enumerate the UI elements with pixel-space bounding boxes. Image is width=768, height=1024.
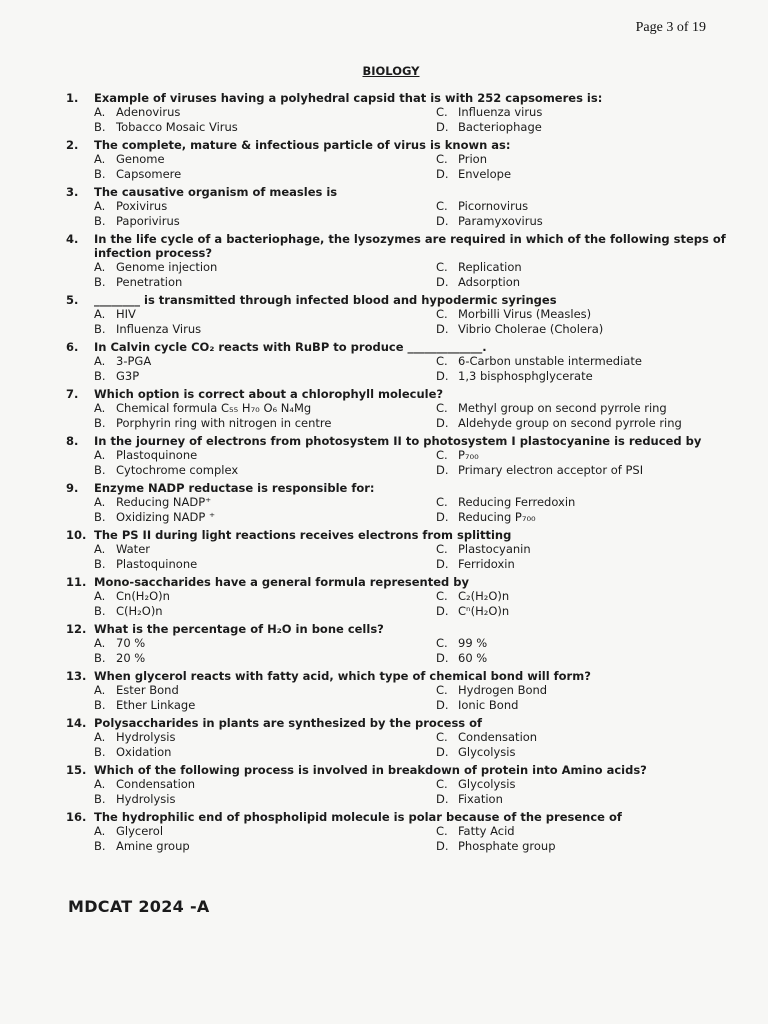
option-text: Amine group (116, 838, 190, 853)
option-letter: D. (436, 650, 449, 665)
option-letter: C. (436, 495, 448, 509)
answer-option (94, 354, 436, 369)
question-stem (66, 810, 726, 824)
answer-option (94, 369, 436, 384)
option-letter: A. (94, 152, 106, 166)
option-text: Cn(H₂O)n (116, 589, 170, 603)
option-letter: A. (94, 354, 106, 368)
option-text: Cⁿ(H₂O)n (458, 603, 510, 618)
option-letter: C. (436, 730, 448, 744)
question-stem (66, 528, 726, 542)
question-text: Example of viruses having a polyhedral capsid that is with 252 capsomeres is: (94, 91, 603, 105)
option-text: Bacteriophage (458, 119, 542, 134)
option-letter: D. (436, 213, 449, 228)
question-stem (66, 622, 726, 636)
option-letter: B. (94, 509, 106, 524)
option-text: Water (116, 542, 150, 556)
option-letter: C. (436, 105, 448, 119)
answer-option (94, 322, 436, 337)
option-letter: A. (94, 401, 106, 415)
option-letter: A. (94, 495, 106, 509)
question-text: The PS II during light reactions receives electrons from splitting (94, 528, 512, 542)
option-letter: B. (94, 556, 106, 571)
option-letter: B. (94, 650, 106, 665)
option-text: Condensation (116, 777, 196, 791)
answer-option (436, 495, 726, 510)
question-item (66, 528, 726, 571)
subject-title: BIOLOGY (362, 64, 420, 78)
answer-option (94, 214, 436, 229)
answer-option (436, 510, 726, 525)
question-stem (66, 387, 726, 401)
answer-option (436, 589, 726, 604)
option-text: Paporivirus (116, 213, 180, 228)
answer-options (66, 824, 726, 853)
option-letter: C. (436, 448, 448, 462)
answer-option (436, 260, 726, 275)
question-stem (66, 293, 726, 307)
answer-option (436, 698, 726, 713)
answer-option (436, 354, 726, 369)
question-item (66, 669, 726, 712)
option-letter: C. (436, 683, 448, 697)
answer-options (66, 777, 726, 806)
question-stem (66, 91, 726, 105)
option-text: Porphyrin ring with nitrogen in centre (116, 415, 332, 430)
question-number: 16. (66, 810, 87, 824)
answer-option (94, 152, 436, 167)
question-text: Enzyme NADP reductase is responsible for: (94, 481, 375, 495)
option-letter: D. (436, 556, 449, 571)
question-item (66, 138, 726, 181)
option-letter: C. (436, 777, 448, 791)
question-number: 11. (66, 575, 87, 589)
answer-options (66, 105, 726, 134)
option-letter: C. (436, 401, 448, 415)
option-text: Picornovirus (458, 199, 529, 213)
question-stem (66, 716, 726, 730)
answer-options (66, 683, 726, 712)
question-number: 8. (66, 434, 79, 448)
option-text: Replication (458, 260, 522, 274)
option-text: 3-PGA (116, 354, 152, 368)
option-text: 70 % (116, 636, 146, 650)
option-letter: A. (94, 730, 106, 744)
answer-option (94, 167, 436, 182)
option-letter: C. (436, 260, 448, 274)
question-number: 15. (66, 763, 87, 777)
answer-option (436, 463, 726, 478)
answer-option (94, 589, 436, 604)
option-text: Ether Linkage (116, 697, 196, 712)
question-text: In the journey of electrons from photosystem II to photosystem I plastocyanine is reduced by (94, 434, 702, 448)
option-letter: B. (94, 274, 106, 289)
option-text: 60 % (458, 650, 488, 665)
option-text: Aldehyde group on second pyrrole ring (458, 415, 682, 430)
answer-option (436, 167, 726, 182)
option-text: Primary electron acceptor of PSI (458, 462, 644, 477)
option-letter: B. (94, 791, 106, 806)
option-text: Capsomere (116, 166, 182, 181)
answer-option (94, 683, 436, 698)
answer-options (66, 495, 726, 524)
answer-option (94, 824, 436, 839)
answer-option (436, 839, 726, 854)
question-item (66, 622, 726, 665)
option-text: C₂(H₂O)n (458, 589, 510, 603)
option-text: Fatty Acid (458, 824, 515, 838)
option-text: 1,3 bisphosphglycerate (458, 368, 593, 383)
option-text: Ionic Bond (458, 697, 519, 712)
answer-option (94, 105, 436, 120)
option-text: Glycerol (116, 824, 164, 838)
answer-options (66, 542, 726, 571)
option-letter: C. (436, 589, 448, 603)
question-item (66, 810, 726, 853)
answer-option (436, 214, 726, 229)
option-text: Paramyxovirus (458, 213, 543, 228)
question-number: 10. (66, 528, 87, 542)
option-letter: D. (436, 603, 449, 618)
option-letter: A. (94, 824, 106, 838)
option-text: Methyl group on second pyrrole ring (458, 401, 667, 415)
answer-option (94, 542, 436, 557)
answer-options (66, 307, 726, 336)
answer-option (94, 745, 436, 760)
answer-option (94, 120, 436, 135)
answer-option (436, 401, 726, 416)
option-text: Reducing NADP⁺ (116, 495, 212, 509)
answer-options (66, 199, 726, 228)
answer-option (436, 369, 726, 384)
answer-option (94, 651, 436, 666)
question-stem (66, 138, 726, 152)
answer-options (66, 401, 726, 430)
question-number: 2. (66, 138, 79, 152)
answer-option (436, 730, 726, 745)
answer-option (436, 604, 726, 619)
answer-option (94, 698, 436, 713)
answer-options (66, 636, 726, 665)
option-text: Hydrogen Bond (458, 683, 548, 697)
answer-options (66, 730, 726, 759)
question-number: 7. (66, 387, 79, 401)
option-letter: D. (436, 321, 449, 336)
option-text: Plastoquinone (116, 556, 198, 571)
question-text: Which option is correct about a chlorophyll molecule? (94, 387, 444, 401)
exam-code: MDCAT 2024 -A (68, 897, 210, 916)
answer-option (94, 792, 436, 807)
option-text: Tobacco Mosaic Virus (116, 119, 238, 134)
question-number: 14. (66, 716, 87, 730)
answer-option (436, 792, 726, 807)
question-text: Polysaccharides in plants are synthesized by the process of (94, 716, 483, 730)
option-letter: D. (436, 119, 449, 134)
question-item (66, 763, 726, 806)
answer-option (436, 322, 726, 337)
answer-option (94, 510, 436, 525)
option-text: Reducing Ferredoxin (458, 495, 576, 509)
option-text: Genome (116, 152, 165, 166)
question-item (66, 293, 726, 336)
option-letter: A. (94, 260, 106, 274)
question-text: The complete, mature & infectious particle of virus is known as: (94, 138, 511, 152)
question-stem (66, 340, 726, 354)
question-item (66, 185, 726, 228)
option-text: Hydrolysis (116, 791, 176, 806)
question-number: 1. (66, 91, 79, 105)
answer-option (94, 777, 436, 792)
question-stem (66, 232, 726, 260)
option-letter: D. (436, 166, 449, 181)
option-text: Condensation (458, 730, 538, 744)
option-letter: A. (94, 683, 106, 697)
question-text: The causative organism of measles is (94, 185, 338, 199)
option-text: 6-Carbon unstable intermediate (458, 354, 642, 368)
option-text: Penetration (116, 274, 183, 289)
option-letter: D. (436, 791, 449, 806)
question-item (66, 716, 726, 759)
option-text: Vibrio Cholerae (Cholera) (458, 321, 604, 336)
option-letter: C. (436, 542, 448, 556)
question-number: 4. (66, 232, 79, 246)
question-text: In Calvin cycle CO₂ reacts with RuBP to produce _____________. (94, 340, 487, 354)
question-text: What is the percentage of H₂O in bone cells? (94, 622, 384, 636)
question-text: When glycerol reacts with fatty acid, which type of chemical bond will form? (94, 669, 591, 683)
option-letter: A. (94, 777, 106, 791)
answer-options (66, 260, 726, 289)
question-text: Which of the following process is involved in breakdown of protein into Amino acids? (94, 763, 647, 777)
question-number: 5. (66, 293, 79, 307)
question-item (66, 340, 726, 383)
answer-option (94, 307, 436, 322)
answer-option (436, 683, 726, 698)
option-text: Genome injection (116, 260, 218, 274)
option-letter: D. (436, 368, 449, 383)
option-text: Fixation (458, 791, 503, 806)
question-item (66, 387, 726, 430)
option-text: 99 % (458, 636, 488, 650)
question-item (66, 232, 726, 289)
answer-option (94, 199, 436, 214)
option-text: Chemical formula C₅₅ H₇₀ O₆ N₄Mg (116, 401, 312, 415)
option-text: Plastocyanin (458, 542, 531, 556)
option-letter: A. (94, 636, 106, 650)
question-item (66, 481, 726, 524)
answer-option (436, 275, 726, 290)
question-number: 13. (66, 669, 87, 683)
option-letter: B. (94, 166, 106, 181)
answer-option (436, 416, 726, 431)
answer-option (436, 307, 726, 322)
option-text: Phosphate group (458, 838, 556, 853)
answer-option (94, 730, 436, 745)
answer-options (66, 589, 726, 618)
option-letter: B. (94, 462, 106, 477)
answer-option (94, 636, 436, 651)
answer-option (436, 777, 726, 792)
answer-option (436, 120, 726, 135)
question-text: Mono-saccharides have a general formula represented by (94, 575, 470, 589)
option-text: Cytochrome complex (116, 462, 239, 477)
option-letter: D. (436, 744, 449, 759)
option-text: Influenza Virus (116, 321, 202, 336)
option-text: Oxidizing NADP ⁺ (116, 509, 216, 524)
question-number: 3. (66, 185, 79, 199)
option-letter: B. (94, 213, 106, 228)
question-stem (66, 575, 726, 589)
answer-option (436, 824, 726, 839)
option-text: Plastoquinone (116, 448, 198, 462)
option-letter: D. (436, 462, 449, 477)
question-item (66, 575, 726, 618)
option-letter: A. (94, 199, 106, 213)
question-list (66, 91, 726, 857)
answer-options (66, 152, 726, 181)
question-item (66, 434, 726, 477)
option-text: Hydrolysis (116, 730, 176, 744)
option-letter: C. (436, 307, 448, 321)
answer-options (66, 354, 726, 383)
answer-option (94, 463, 436, 478)
answer-option (94, 839, 436, 854)
option-letter: A. (94, 589, 106, 603)
answer-option (436, 636, 726, 651)
option-letter: C. (436, 636, 448, 650)
question-text: The hydrophilic end of phospholipid molecule is polar because of the presence of (94, 810, 622, 824)
option-text: Ferridoxin (458, 556, 515, 571)
page-number: Page 3 of 19 (635, 20, 706, 35)
option-letter: B. (94, 415, 106, 430)
answer-option (436, 152, 726, 167)
option-text: Envelope (458, 166, 512, 181)
answer-option (436, 542, 726, 557)
option-letter: A. (94, 307, 106, 321)
option-text: 20 % (116, 650, 146, 665)
question-stem (66, 763, 726, 777)
option-letter: D. (436, 697, 449, 712)
answer-option (94, 401, 436, 416)
option-letter: A. (94, 105, 106, 119)
option-text: P₇₀₀ (458, 448, 479, 462)
answer-option (436, 745, 726, 760)
question-stem (66, 481, 726, 495)
answer-option (94, 495, 436, 510)
question-stem (66, 185, 726, 199)
answer-option (436, 105, 726, 120)
option-text: Adenovirus (116, 105, 181, 119)
answer-option (94, 275, 436, 290)
option-text: Morbilli Virus (Measles) (458, 307, 592, 321)
option-text: Influenza virus (458, 105, 543, 119)
question-number: 9. (66, 481, 79, 495)
answer-option (436, 448, 726, 463)
question-number: 12. (66, 622, 87, 636)
option-text: Prion (458, 152, 487, 166)
option-text: Glycolysis (458, 744, 516, 759)
question-text: In the life cycle of a bacteriophage, the lysozymes are required in which of the following steps of infection process? (94, 232, 726, 260)
option-letter: D. (436, 415, 449, 430)
option-letter: D. (436, 274, 449, 289)
answer-option (94, 557, 436, 572)
option-letter: D. (436, 838, 449, 853)
option-text: Glycolysis (458, 777, 516, 791)
option-letter: C. (436, 354, 448, 368)
option-letter: C. (436, 152, 448, 166)
option-text: Oxidation (116, 744, 172, 759)
answer-option (436, 199, 726, 214)
answer-option (94, 416, 436, 431)
option-letter: B. (94, 368, 106, 383)
answer-option (94, 448, 436, 463)
option-text: HIV (116, 307, 136, 321)
option-letter: B. (94, 321, 106, 336)
question-number: 6. (66, 340, 79, 354)
answer-option (94, 260, 436, 275)
option-text: C(H₂O)n (116, 603, 163, 618)
option-letter: B. (94, 697, 106, 712)
option-letter: C. (436, 824, 448, 838)
option-text: G3P (116, 368, 140, 383)
answer-option (94, 604, 436, 619)
option-letter: C. (436, 199, 448, 213)
option-text: Reducing P₇₀₀ (458, 509, 536, 524)
option-text: Poxivirus (116, 199, 168, 213)
option-text: Adsorption (458, 274, 521, 289)
answer-options (66, 448, 726, 477)
option-letter: B. (94, 744, 106, 759)
option-letter: B. (94, 838, 106, 853)
question-item (66, 91, 726, 134)
question-stem (66, 669, 726, 683)
option-letter: B. (94, 119, 106, 134)
answer-option (436, 651, 726, 666)
option-letter: B. (94, 603, 106, 618)
question-text: ________ is transmitted through infected blood and hypodermic syringes (94, 293, 557, 307)
option-letter: D. (436, 509, 449, 524)
option-letter: A. (94, 448, 106, 462)
answer-option (436, 557, 726, 572)
question-stem (66, 434, 726, 448)
option-text: Ester Bond (116, 683, 179, 697)
option-letter: A. (94, 542, 106, 556)
